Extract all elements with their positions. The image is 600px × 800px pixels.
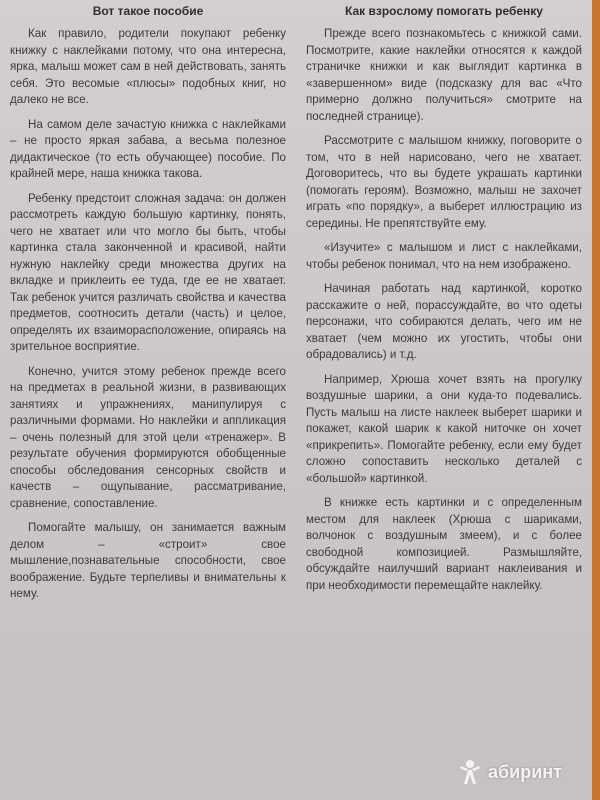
watermark <box>456 758 562 786</box>
left-column <box>10 4 286 800</box>
right-column <box>306 4 582 800</box>
left-paragraph: Помогайте малышу, он занимается важным делом – «строит» свое мышление,познавательные способности, свое воображение. Будьте терпеливы и внимательны к нему. <box>10 521 286 600</box>
left-paragraph: Как правило, родители покупают ребенку книжку с наклейками потому, что она интересна, ярка, малыш может сам в ней действовать, занять себя. Это весомые «плюсы» подобных книг, но далеко не все. <box>10 27 286 106</box>
right-paragraph: Рассмотрите с малышом книжку, поговорите о том, что в ней нарисовано, чего не хватает. Договоритесь, что вы будете украшать картинки (помогать героям). Возможно, малыш не захочет играть «по порядку», а выберет иллюстрацию из середины. Не препятствуйте ему. <box>306 134 582 230</box>
right-column-title: Как взрослому помогать ребенку <box>345 4 543 18</box>
right-paragraph: В книжке есть картинки и с определенным местом для наклеек (Хрюша с шариками, волчонок с воздушным змеем), и с более свободной композицией. Размышляйте, обсуждайте наилучший вариант наклеивания и при необходимости перемещайте наклейку. <box>306 496 582 592</box>
labirint-figure-icon <box>456 758 484 786</box>
left-column-title: Вот такое пособие <box>92 4 204 18</box>
right-paragraph: Прежде всего познакомьтесь с книжкой сами. Посмотрите, какие наклейки относятся к каждой страничке книжки и как выглядит картинка в «завершенном» виде (подсказку для вас «Что примерно должно получиться» смотрите на последней странице). <box>306 27 582 123</box>
two-column-layout <box>10 4 582 800</box>
right-paragraph: Начиная работать над картинкой, коротко расскажите о ней, порассуждайте, во что одеты персонажи, что собираются делать, чего им не хватает (чем можно их угостить, чтобы они обрадовались) и т.д. <box>306 282 582 361</box>
left-paragraph: Ребенку предстоит сложная задача: он должен рассмотреть каждую большую картинку, понять, чего не хватает или что могло бы быть, чтобы картинка стала законченной и красивой, найти нужную наклейку среди множества других на вкладке и приклеить ее туда, где ее не хватает. Так ребенок учится различать свойства и качества предметов, соотносить детали (часть) и целое, определять их взаиморасположение, опираясь на зрительное восприятие. <box>10 191 286 353</box>
right-paragraph: «Изучите» с малышом и лист с наклейками, чтобы ребенок понимал, что на нем изображено. <box>306 241 582 271</box>
right-paragraph: Например, Хрюша хочет взять на прогулку воздушные шарики, а они куда-то подевались. Пусть малыш на листе наклеек выберет шарики и покажет, какой шарик к какой ниточке он хочет «прикрепить». Помогайте ребенку, если ему будет сложно сопоставить несколько деталей с «большой» картинкой. <box>306 372 582 485</box>
left-paragraph: На самом деле зачастую книжка с наклейками – не просто яркая забава, а весьма полезное дидактическое (то есть обучающее) пособие. По крайней мере, наша книжка такова. <box>10 117 286 180</box>
watermark-text: абиринт <box>488 761 562 782</box>
left-paragraph: Конечно, учится этому ребенок прежде всего на предметах в реальной жизни, в развивающих занятиях и упражнениях, манипулируя с различными формами. Но наклейки и аппликация – очень полезный для этой цели «тренажер». В результате обучения формируются обобщенные способы обследования сенсорных свойств и качеств – ощупывание, рассматривание, сравнение, сопоставление. <box>10 364 286 510</box>
